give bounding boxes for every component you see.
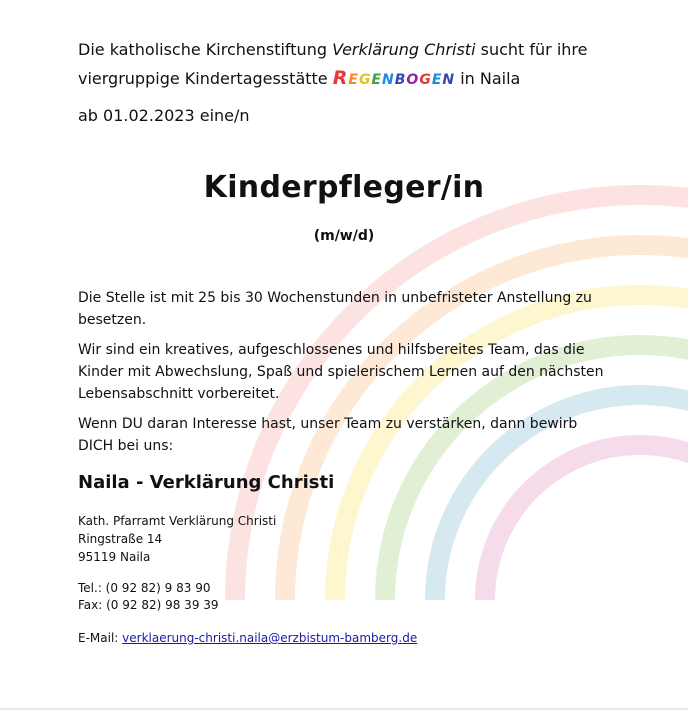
logo-letter: B: [394, 72, 407, 88]
email-link[interactable]: verklaerung-christi.naila@erzbistum-bamberg.de: [122, 631, 418, 645]
page-bottom-divider: [0, 708, 688, 710]
logo-letter: E: [431, 72, 443, 88]
intro-line-1: Die katholische Kirchenstiftung Verklärung Christi sucht für ihre: [78, 40, 588, 59]
address-block: [78, 512, 276, 566]
org-heading: Naila - Verklärung Christi: [78, 472, 335, 493]
job-description: [78, 287, 613, 465]
logo-letter: E: [371, 72, 383, 88]
email-line: [78, 630, 417, 647]
logo-letter: O: [406, 72, 420, 88]
job-title: Kinderpfleger/in: [203, 170, 485, 205]
job-gender-note: (m/w/d): [313, 228, 375, 244]
logo-letter: G: [358, 72, 372, 88]
paragraph-apply: Wenn DU daran Interesse hast, unser Team zu verstärken, dann bewirb DICH bei uns:: [78, 416, 578, 454]
regenbogen-logo-word: [332, 67, 456, 89]
email-label: E-Mail:: [78, 631, 123, 645]
paragraph-hours: Die Stelle ist mit 25 bis 30 Wochenstunden in unbefristeter Anstellung zu besetzen.: [78, 290, 592, 328]
logo-letter: N: [382, 72, 395, 88]
logo-letter: R: [332, 67, 349, 89]
contact-block: [78, 580, 219, 614]
logo-letter: G: [419, 72, 432, 88]
address-name: Kath. Pfarramt Verklärung Christi: [78, 514, 277, 528]
address-street: Ringstraße 14: [78, 532, 163, 546]
intro-line-2: viergruppige Kindertagesstätte REGENBOGEN in Naila: [78, 67, 521, 89]
phone-number: Tel.: (0 92 82) 9 83 90: [78, 581, 211, 595]
logo-letter: E: [348, 72, 359, 88]
paragraph-team: Wir sind ein kreatives, aufgeschlossenes und hilfsbereites Team, das die Kinder mit Abwechslung, Spaß und spielerischem Lernen auf den nächsten Lebensabschnitt vorbereitet.: [78, 342, 604, 402]
logo-letter: N: [442, 72, 456, 88]
intro-text: [78, 35, 638, 130]
address-city: 95119 Naila: [78, 550, 151, 564]
fax-number: Fax: (0 92 82) 98 39 39: [78, 598, 219, 612]
start-date-line: ab 01.02.2023 eine/n: [78, 106, 250, 125]
parish-name: Verklärung Christi: [332, 40, 476, 59]
